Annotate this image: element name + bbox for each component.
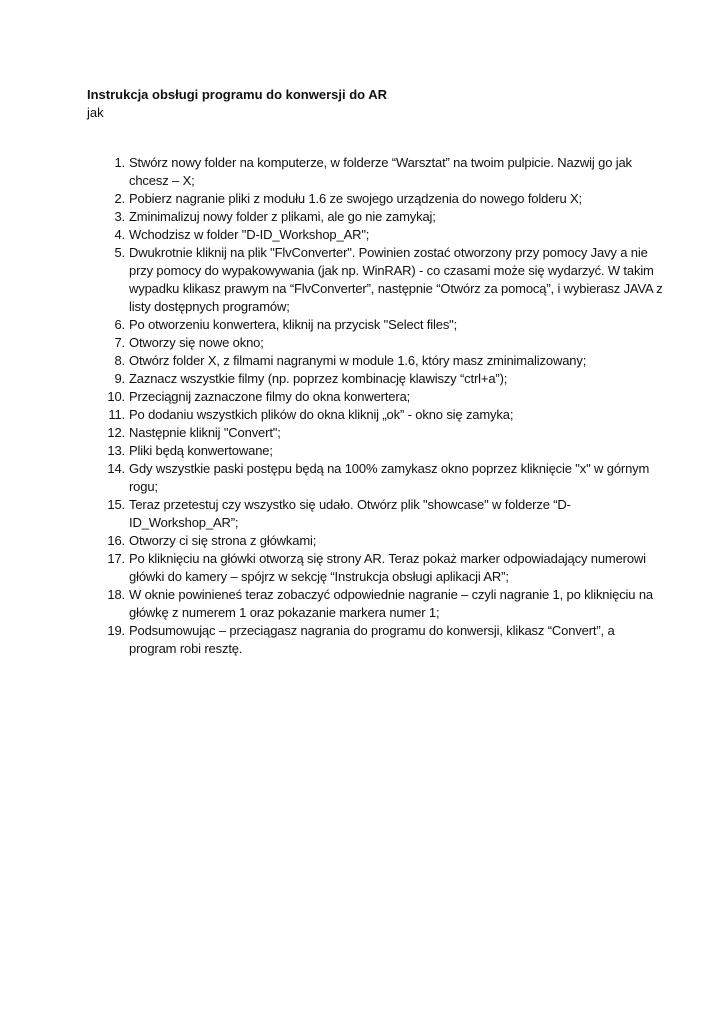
step-number: 4. (114, 227, 125, 242)
list-item (104, 622, 664, 658)
step-text: Gdy wszystkie paski postępu będą na 100% zamykasz okno poprzez kliknięcie "x" w górnym rogu; (129, 461, 650, 494)
list-item (104, 190, 664, 208)
step-text: Po kliknięciu na główki otworzą się strony AR. Teraz pokaż marker odpowiadający numerowi główki do kamery – spójrz w sekcję “Instrukcja obsługi aplikacji AR”; (129, 551, 646, 584)
step-number: 8. (114, 353, 125, 368)
list-item (104, 586, 664, 622)
step-number: 12. (107, 425, 125, 440)
step-text: Następnie kliknij "Convert"; (129, 425, 281, 440)
step-text: Stwórz nowy folder na komputerze, w folderze “Warsztat” na twoim pulpicie. Nazwij go jak chcesz – X; (129, 155, 632, 188)
list-item (104, 334, 664, 352)
step-number: 14. (107, 461, 125, 476)
step-text: Otworzy ci się strona z główkami; (129, 533, 317, 548)
step-number: 10. (107, 389, 125, 404)
step-number: 7. (114, 335, 125, 350)
list-item (104, 154, 664, 190)
step-number: 6. (114, 317, 125, 332)
step-text: Teraz przetestuj czy wszystko się udało. Otwórz plik "showcase" w folderze “D-ID_Workshop_AR”; (129, 497, 571, 530)
step-text: Po dodaniu wszystkich plików do okna kliknij „ok” - okno się zamyka; (129, 407, 514, 422)
step-number: 18. (107, 587, 125, 602)
step-text: Po otworzeniu konwertera, kliknij na przycisk "Select files"; (129, 317, 458, 332)
step-number: 16. (107, 533, 125, 548)
instruction-steps-list (104, 154, 664, 658)
list-item (104, 208, 664, 226)
step-text: Wchodzisz w folder "D-ID_Workshop_AR"; (129, 227, 370, 242)
list-item (104, 442, 664, 460)
step-number: 5. (114, 245, 125, 260)
list-item (104, 550, 664, 586)
step-number: 9. (114, 371, 125, 386)
step-text: Zaznacz wszystkie filmy (np. poprzez kombinację klawiszy “ctrl+a”); (129, 371, 508, 386)
list-item (104, 316, 664, 334)
step-number: 1. (114, 155, 125, 170)
step-text: Otwórz folder X, z filmami nagranymi w module 1.6, który masz zminimalizowany; (129, 353, 587, 368)
document-subtitle: jak (87, 105, 104, 120)
step-text: Przeciągnij zaznaczone filmy do okna konwertera; (129, 389, 411, 404)
step-number: 11. (108, 407, 125, 422)
list-item (104, 460, 664, 496)
document-title: Instrukcja obsługi programu do konwersji do AR (87, 87, 387, 102)
list-item (104, 226, 664, 244)
step-text: Pliki będą konwertowane; (129, 443, 273, 458)
step-number: 13. (107, 443, 125, 458)
step-text: Pobierz nagranie pliki z modułu 1.6 ze swojego urządzenia do nowego folderu X; (129, 191, 582, 206)
step-text: Dwukrotnie kliknij na plik "FlvConverter". Powinien zostać otworzony przy pomocy Javy a nie przy pomocy do wypakowywania (jak np. WinRAR) - co czasami może się wydarzyć. W takim wypadku klikasz prawym na “FlvConverter”, następnie “Otwórz za pomocą”, i wybierasz JAVA z listy dostępnych programów; (129, 245, 663, 314)
step-text: Podsumowując – przeciągasz nagrania do programu do konwersji, klikasz “Convert”, a program robi resztę. (129, 623, 615, 656)
list-item (104, 424, 664, 442)
list-item (104, 244, 664, 316)
step-number: 19. (107, 623, 125, 638)
step-number: 17. (107, 551, 125, 566)
list-item (104, 388, 664, 406)
step-text: Zminimalizuj nowy folder z plikami, ale go nie zamykaj; (129, 209, 436, 224)
step-text: Otworzy się nowe okno; (129, 335, 264, 350)
list-item (104, 370, 664, 388)
list-item (104, 496, 664, 532)
step-text: W oknie powinieneś teraz zobaczyć odpowiednie nagranie – czyli nagranie 1, po kliknięciu na główkę z numerem 1 oraz pokazanie markera numer 1; (129, 587, 653, 620)
step-number: 3. (114, 209, 125, 224)
step-number: 15. (107, 497, 125, 512)
list-item (104, 406, 664, 424)
list-item (104, 532, 664, 550)
step-number: 2. (114, 191, 125, 206)
list-item (104, 352, 664, 370)
